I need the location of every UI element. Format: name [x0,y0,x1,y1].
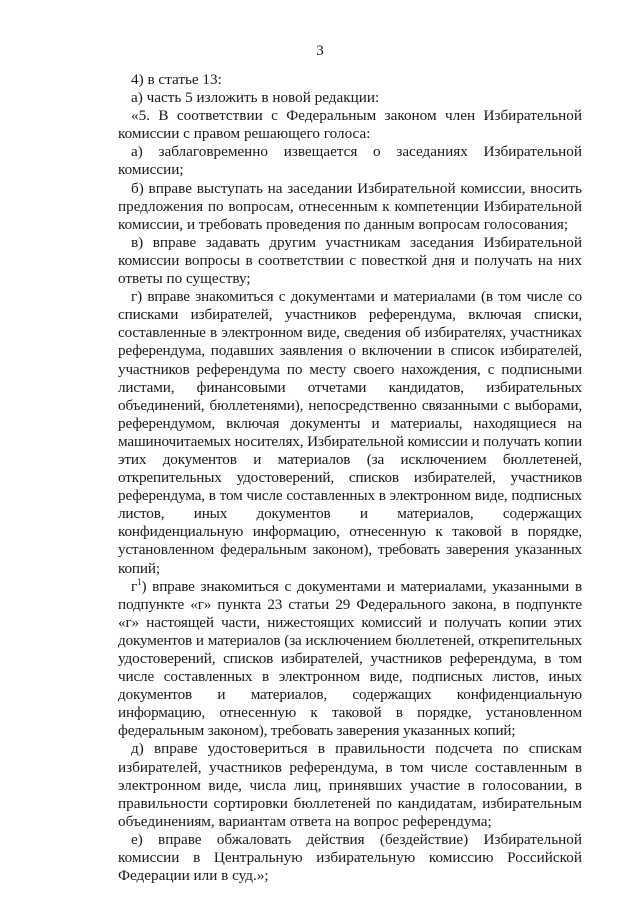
paragraph-item-d: д) вправе удостовериться в правильности подсчета по спискам избирателей, участников референдума, в том числе составленным в электронном виде, числа лиц, принявших участие в голосовании, в правильности сортировки бюллетеней по кандидатам, избирательным объединениям, вариантам ответа на вопрос референдума; [118,740,582,830]
paragraph-item-a: а) заблаговременно извещается о заседаниях Избирательной комиссии; [118,143,582,179]
item-g1-superscript: 1 [137,576,142,587]
item-g1-text: ) вправе знакомиться с документами и материалами, указанными в подпункте «г» пункта 23 статьи 29 Федерального закона, в подпункте «г» настоящей части, нижестоящих комиссий и получать копии этих документов и материалов (за исключением бюллетеней, открепительных удостоверений, списков избирателей, участников референдума, в том числе составленных в электронном виде, подписных листов, иных документов и материалов, содержащих конфиденциальную информацию, отнесенную к таковой в порядке, установленном федеральным законом), требовать заверения указанных копий; [118,577,582,740]
paragraph-part-5: «5. В соответствии с Федеральным законом член Избирательной комиссии с правом решающего голоса: [118,107,582,143]
paragraph-item-g: г) вправе знакомиться с документами и материалами (в том числе со списками избирателей, участников референдума, включая списки, составленные в электронном виде, сведения об избирателях, участниках референдума, подавших заявления о включении в список избирателей, участников референдума по месту своего нахождения, с подписными листами, финансовыми отчетами кандидатов, избирательных объединений, бюллетенями), непосредственно связанными с выборами, референдумом, включая документы и материалы, находящиеся на машиночитаемых носителях, Избирательной комиссии и получать копии этих документов и материалов (за исключением бюллетеней, открепительных удостоверений, списков избирателей, участников референдума, в том числе составленных в электронном виде, подписных листов, иных документов и материалов, содержащих конфиденциальную информацию, отнесенную к таковой в порядке, установленном федеральным законом), требовать заверения указанных копий; [118,288,582,577]
paragraph-item-b: б) вправе выступать на заседании Избирательной комиссии, вносить предложения по вопросам, отнесенным к компетенции Избирательной комиссии, и требовать проведения по данным вопросам голосования; [118,179,582,233]
page-number: 3 [316,43,324,59]
item-g1-prefix: г [131,577,138,595]
paragraph-item-v: в) вправе задавать другим участникам заседания Избирательной комиссии вопросы в соответствии с повесткой дня и получать на них ответы по существу; [118,233,582,288]
paragraph-item-g1 [118,578,582,741]
document-body [118,71,582,885]
paragraph-article-13: 4) в статье 13: [131,71,222,88]
paragraph-part-5-intro: а) часть 5 изложить в новой редакции: [131,89,380,107]
paragraph-item-e: е) вправе обжаловать действия (бездействие) Избирательной комиссии в Центральную избирательную комиссию Российской Федерации или в суд.»; [118,830,582,885]
